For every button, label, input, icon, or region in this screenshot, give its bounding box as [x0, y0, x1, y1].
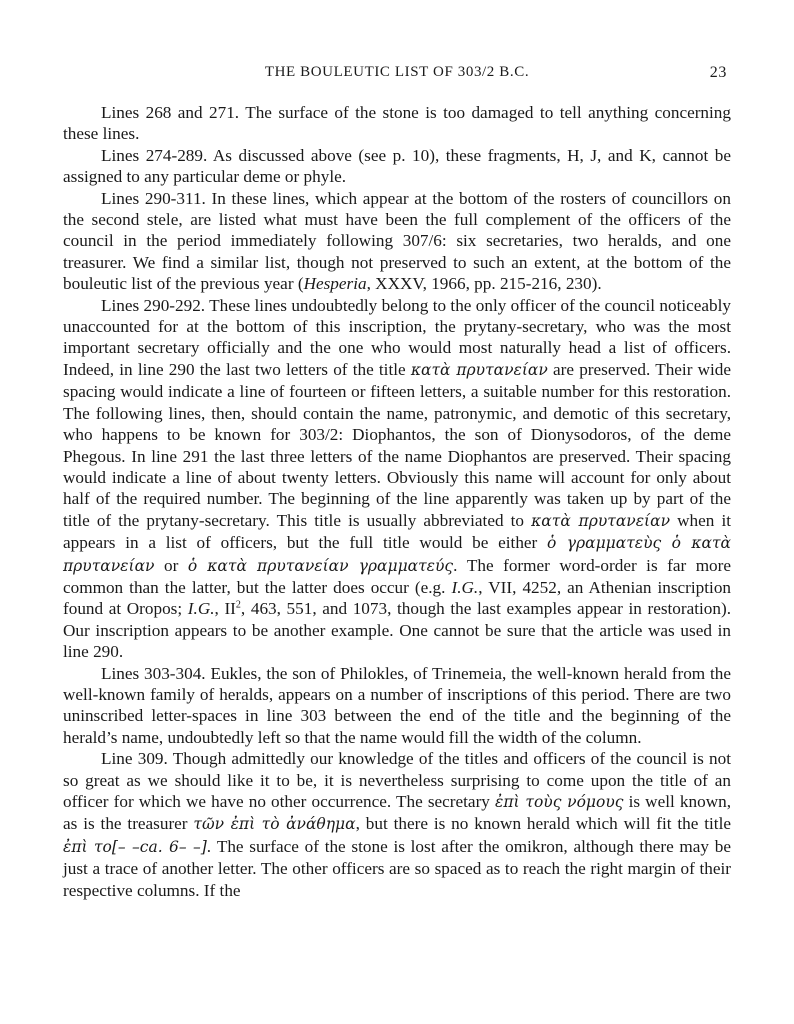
greek-phrase: κατὰ πρυτανείαν: [410, 360, 548, 379]
greek-phrase: κατὰ πρυτανείαν: [531, 511, 671, 530]
body-text: [63, 102, 731, 901]
paragraph-lines-274-289: Lines 274-289. As discussed above (see p. 10), these fragments, H, J, and K, cannot be assigned to any particular deme or phyle.: [63, 145, 731, 187]
greek-phrase: ἐπὶ το[– –ca. 6– –]: [63, 837, 207, 856]
superscript: 2: [235, 599, 241, 611]
paragraph-lines-303-304: Lines 303-304. Eukles, the son of Philokles, of Trinemeia, the well-known herald from the well-known family of heralds, appears on a number of inscriptions of this period. There are two uninscribed letter-spaces in line 303 between the end of the title and the beginning of the herald’s name, undoubtedly left so that the name would fill the width of the column.: [63, 663, 731, 747]
running-title: THE BOULEUTIC LIST OF 303/2 B.C.: [264, 64, 530, 80]
paragraph-lines-290-311: Lines 290-311. In these lines, which appear at the bottom of the rosters of councillors on the second stele, are listed what must have been the full complement of the officers of the council in the period immediately following 307/6: six secretaries, two heralds, and one treasurer. We find a similar list, though not preserved to such an extent, at the bottom of the bouleutic list of the previous year (Hesperia, XXXV, 1966, pp. 215-216, 230).: [63, 188, 731, 294]
paragraph-lines-268-271: Lines 268 and 271. The surface of the stone is too damaged to tell anything concerning these lines.: [63, 103, 731, 144]
running-head: [63, 62, 731, 88]
paragraph-lines-290-292: Lines 290-292. These lines undoubtedly belong to the only officer of the council noticeably unaccounted for at the bottom of this inscription, the prytany-secretary, who was the most important secretary officially and the one who would most naturally head a list of officers. Indeed, in line 290 the last two letters of the title κατὰ πρυτανείαν are preserved. Their wide spacing would indicate a line of fourteen or fifteen letters, a suitable number for this restoration. The following lines, then, should contain the name, patronymic, and demotic of this secretary, who happens to be known for 303/2: Diophantos, the son of Dionysodoros, of the deme Phegous. In line 291 the last three letters of the name Diophantos are preserved. Their spacing would indicate a line of about twenty letters. Obviously this name will account for only about half of the required number. The beginning of the line apparently was taken up by part of the title of the prytany-secretary. This title is usually abbreviated to κατὰ πρυτανείαν when it appears in a list of officers, but the full title would be either ὁ γραμματεὺς ὁ κατὰ πρυτανείαν or ὁ κατὰ πρυτανείαν γραμματεύς. The former word-order is far more common than the latter, but the latter does occur (e.g. I.G., VII, 4252, an Athenian inscription found at Oropos; I.G., $II^2$, 463, 551, and 1073, though the last examples appear in restoration). Our inscription appears to be another example. One cannot be sure that the article was used in line 290.: [63, 295, 732, 662]
journal-title: Hesperia: [303, 274, 367, 294]
citation-ref: I.G.: [451, 577, 479, 597]
greek-phrase: ὁ κατὰ πρυτανείαν γραμματεύς: [187, 556, 454, 575]
page: [63, 62, 731, 901]
page-number: 23: [709, 64, 727, 81]
greek-phrase: τῶν ἐπὶ τὸ ἀνάθημα: [193, 815, 356, 834]
greek-phrase: ὁ γραμματεὺς ὁ κατὰ πρυτανείαν: [63, 534, 732, 575]
paragraph-line-309: Line 309. Though admittedly our knowledge of the titles and officers of the council is not so great as we should like it to be, it is nevertheless surprising to come upon the title of an officer for which we have no other occurrence. The secretary ἐπὶ τοὺς νόμους is well known, as is the treasurer τῶν ἐπὶ τὸ ἀνάθημα, but there is no known herald which will fit the title ἐπὶ το[– –ca. 6– –]. The surface of the stone is lost after the omikron, although there may be just a trace of another letter. The other officers are so spaced as to reach the right margin of their respective columns. If the: [63, 749, 731, 900]
greek-phrase: ἐπὶ τοὺς νόμους: [495, 793, 624, 811]
citation-ref: I.G.: [187, 599, 215, 619]
